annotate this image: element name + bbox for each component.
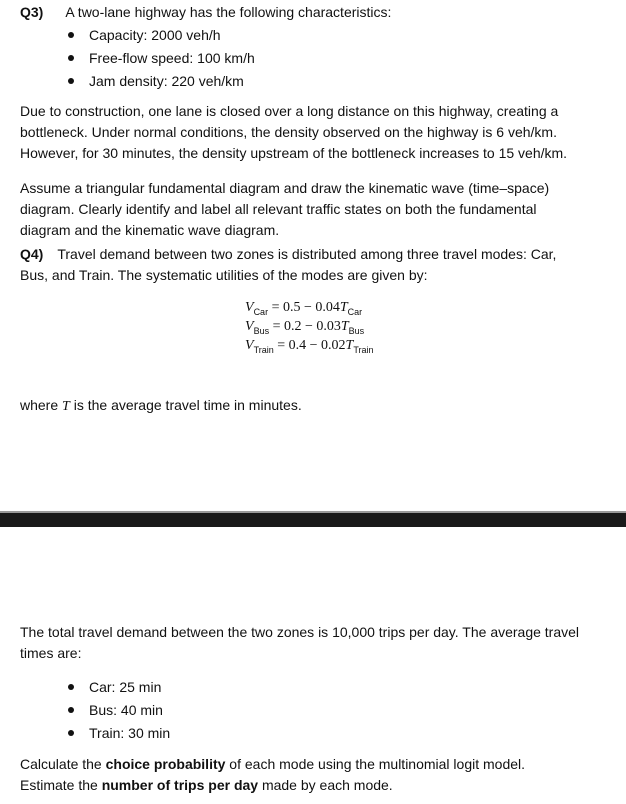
text-line: bottleneck. Under normal conditions, the density observed on the highway is 6 veh/km. <box>20 124 557 140</box>
text-line: However, for 30 minutes, the density upstream of the bottleneck increases to 15 veh/km. <box>20 145 568 161</box>
estimate-line: Estimate the number of trips per day made by each mode. <box>20 777 393 793</box>
equation-car: $V_{Car} = 0.5 - 0.04T_{Car}$ <box>245 300 363 317</box>
q3-task-paragraph <box>20 178 610 241</box>
q4-intro-line1: Travel demand between two zones is distributed among three travel modes: Car, <box>57 246 557 262</box>
utility-equations <box>245 298 374 355</box>
text-line: The total travel demand between the two zones is 10,000 trips per day. The average travel <box>20 624 580 640</box>
list-item: Capacity: 2000 veh/h <box>68 25 255 48</box>
q4-label: Q4) <box>20 246 44 262</box>
text-line: Assume a triangular fundamental diagram and draw the kinematic wave (time–space) <box>20 180 550 196</box>
q3-characteristics-list <box>68 25 255 94</box>
list-item: Train: 30 min <box>68 723 170 746</box>
q3-construction-paragraph <box>20 101 610 164</box>
task-instructions <box>20 754 610 796</box>
text-line: Due to construction, one lane is closed over a long distance on this highway, creating a <box>20 103 559 119</box>
equation-train: $V_{Train} = 0.4 - 0.02T_{Train}$ <box>245 338 374 355</box>
text-line: diagram and the kinematic wave diagram. <box>20 222 280 238</box>
demand-paragraph <box>20 622 610 664</box>
q3-heading <box>20 2 391 23</box>
text-line: diagram. Clearly identify and label all relevant traffic states on both the fundamental <box>20 201 537 217</box>
list-item: Jam density: 220 veh/km <box>68 71 255 94</box>
travel-times-list <box>68 677 170 746</box>
q3-intro: A two-lane highway has the following characteristics: <box>65 4 392 20</box>
list-item: Car: 25 min <box>68 677 170 700</box>
list-item: Free-flow speed: 100 km/h <box>68 48 255 71</box>
page-break-bar <box>0 513 626 527</box>
list-item: Bus: 40 min <box>68 700 170 723</box>
where-note: where T is the average travel time in minutes. <box>20 397 302 414</box>
calculate-line: Calculate the choice probability of each mode using the multinomial logit model. <box>20 756 526 772</box>
q3-label: Q3) <box>20 4 44 20</box>
q4-intro <box>20 244 610 286</box>
equation-bus: $V_{Bus} = 0.2 - 0.03T_{Bus}$ <box>245 319 365 336</box>
text-line: times are: <box>20 645 82 661</box>
q4-intro-line2: Bus, and Train. The systematic utilities of the modes are given by: <box>20 267 428 283</box>
